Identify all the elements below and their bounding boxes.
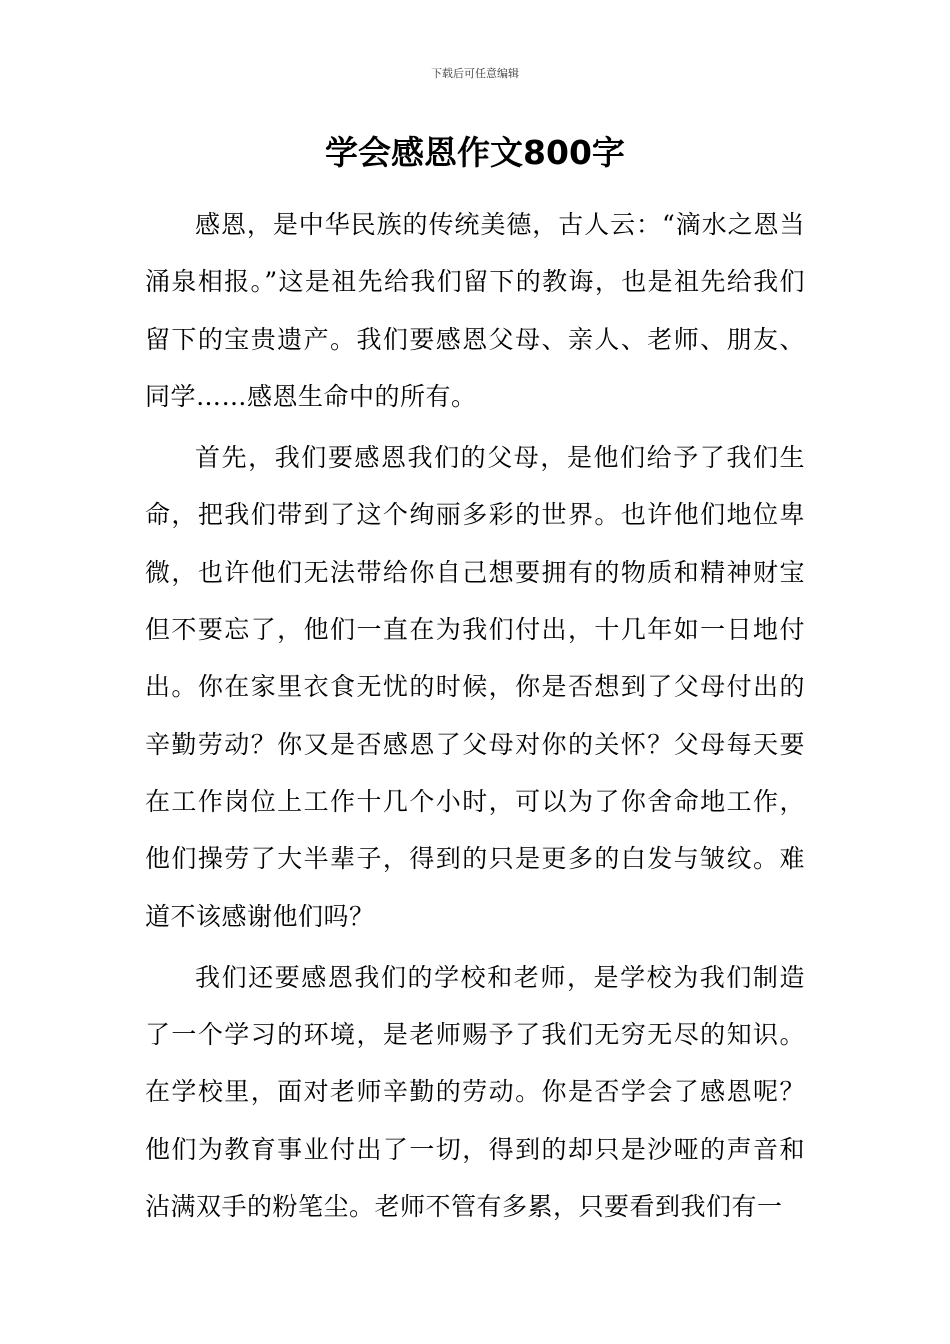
paragraph-1: 感恩，是中华民族的传统美德，古人云：“滴水之恩当涌泉相报。”这是祖先给我们留下的教诲，也是祖先给我们留下的宝贵遗产。我们要感恩父母、亲人、老师、朋友、同学……感恩生命中的所有。 [145, 210, 805, 411]
paragraph-3: 我们还要感恩我们的学校和老师，是学校为我们制造了一个学习的环境，是老师赐予了我们无穷无尽的知识。在学校里，面对老师辛勤的劳动。你是否学会了感恩呢？他们为教育事业付出了一切，得到的却只是沙哑的声音和沾满双手的粉笔尘。老师不管有多累，只要看到我们有一 [145, 962, 805, 1222]
document-title: 学会感恩作文800字 [325, 133, 625, 172]
paragraph-2: 首先，我们要感恩我们的父母，是他们给予了我们生命，把我们带到了这个绚丽多彩的世界。也许他们地位卑微，也许他们无法带给你自己想要拥有的物质和精神财宝但不要忘了，他们一直在为我们付出，十几年如一日地付出。你在家里衣食无忧的时候，你是否想到了父母付出的辛勤劳动？你又是否感恩了父母对你的关怀？父母每天要在工作岗位上工作十几个小时，可以为了你舍命地工作，他们操劳了大半辈子，得到的只是更多的白发与皱纹。难道不该感谢他们吗？ [145, 443, 805, 931]
header-note: 下载后可任意编辑 [431, 67, 519, 80]
document-body [145, 196, 805, 1239]
